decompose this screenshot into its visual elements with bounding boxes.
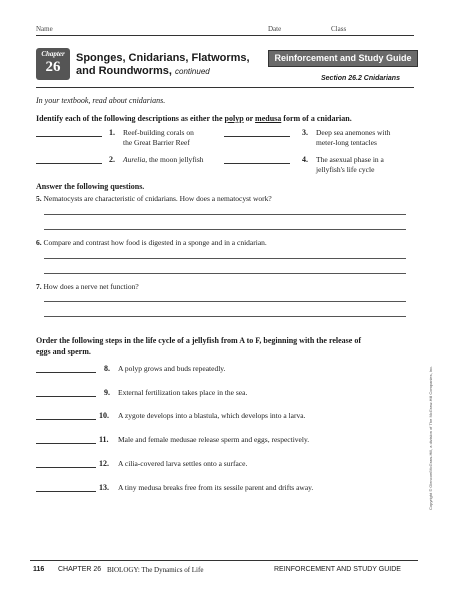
reinforcement-badge: Reinforcement and Study Guide	[268, 50, 418, 67]
footer-book-title: BIOLOGY: The Dynamics of Life	[107, 566, 204, 574]
order-item-12: A cilia-covered larva settles onto a surface.	[118, 459, 248, 468]
section-label: Section 26.2 Cnidarians	[321, 75, 400, 82]
title-continued: continued	[175, 67, 210, 76]
question-5-number: 5.	[36, 194, 42, 203]
medusa-word: medusa	[255, 114, 282, 123]
order-number-10: 10.	[99, 411, 109, 420]
order-number-11: 11.	[99, 435, 109, 444]
answer-blank-2[interactable]	[36, 163, 102, 164]
item-2-line1: , the moon jellyfish	[145, 155, 204, 164]
question-7-number: 7.	[36, 282, 42, 291]
item-number-1: 1.	[109, 128, 115, 137]
reading-instruction: In your textbook, read about cnidarians.	[36, 96, 166, 105]
item-1-line1: Reef-building corals on	[123, 128, 194, 137]
question-6	[36, 238, 267, 247]
part1-instr-b: form of a cnidarian.	[281, 114, 352, 123]
class-label: Class	[331, 25, 347, 33]
answer-line-5a[interactable]	[44, 214, 406, 215]
date-label: Date	[268, 25, 282, 33]
order-item-10: A zygote develops into a blastula, which develops into a larva.	[118, 411, 306, 420]
footer-rule	[30, 560, 418, 561]
item-3-text	[316, 128, 426, 147]
order-number-9: 9.	[104, 388, 110, 397]
aurelia-italic: Aurelia	[123, 155, 146, 164]
item-4-line2: jellyfish's life cycle	[316, 164, 375, 174]
item-number-2: 2.	[109, 155, 115, 164]
order-blank-11[interactable]	[36, 443, 96, 444]
header-rule	[36, 35, 414, 36]
order-number-12: 12.	[99, 459, 109, 468]
chapter-word: Chapter	[41, 50, 65, 58]
order-blank-9[interactable]	[36, 396, 96, 397]
item-3-line1: Deep sea anemones with	[316, 128, 391, 137]
title-line1: Sponges, Cnidarians, Flatworms,	[76, 52, 250, 64]
order-number-13: 13.	[99, 483, 109, 492]
item-1-line2: the Great Barrier Reef	[123, 137, 190, 147]
order-blank-8[interactable]	[36, 372, 96, 373]
order-number-8: 8.	[104, 364, 110, 373]
footer-chapter: CHAPTER 26	[58, 566, 102, 573]
title-line2: and Roundworms,	[76, 65, 172, 77]
item-number-3: 3.	[302, 128, 308, 137]
answer-line-6a[interactable]	[44, 258, 406, 259]
part1-or: or	[243, 114, 256, 123]
item-4-line1: The asexual phase in a	[316, 155, 384, 164]
footer-guide-title: REINFORCEMENT AND STUDY GUIDE	[274, 566, 401, 573]
order-item-9: External fertilization takes place in the sea.	[118, 388, 248, 397]
order-item-11: Male and female medusae release sperm and eggs, respectively.	[118, 435, 310, 444]
part3-instruction	[36, 335, 418, 357]
chapter-badge	[36, 48, 70, 80]
name-label: Name	[36, 25, 53, 33]
item-3-line2: meter-long tentacles	[316, 137, 377, 147]
answer-line-5b[interactable]	[44, 229, 406, 230]
question-6-number: 6.	[36, 238, 42, 247]
part1-instr-a: Identify each of the following descriptions as either the	[36, 114, 225, 123]
answer-line-6b[interactable]	[44, 273, 406, 274]
item-4-text	[316, 155, 426, 174]
page-title	[76, 52, 250, 78]
page-number: 116	[33, 566, 45, 573]
order-item-8: A polyp grows and buds repeatedly.	[118, 364, 226, 373]
question-6-text: Compare and contrast how food is digested in a sponge and in a cnidarian.	[43, 238, 267, 247]
part3-instr-line1: Order the following steps in the life cycle of a jellyfish from A to F, beginning with the release of	[36, 336, 362, 345]
part3-instr-line2: eggs and sperm.	[36, 347, 91, 356]
item-number-4: 4.	[302, 155, 308, 164]
order-item-13: A tiny medusa breaks free from its sessile parent and drifts away.	[118, 483, 314, 492]
answer-blank-1[interactable]	[36, 136, 102, 137]
part1-instruction	[36, 113, 416, 124]
question-5-text: Nematocysts are characteristic of cnidarians. How does a nematocyst work?	[43, 194, 272, 203]
answer-line-7a[interactable]	[44, 301, 406, 302]
answer-blank-3[interactable]	[224, 136, 290, 137]
question-7	[36, 282, 139, 291]
question-7-text: How does a nerve net function?	[43, 282, 139, 291]
title-rule	[36, 87, 414, 88]
answer-line-7b[interactable]	[44, 316, 406, 317]
chapter-number: 26	[45, 59, 61, 75]
order-blank-12[interactable]	[36, 467, 96, 468]
order-blank-13[interactable]	[36, 491, 96, 492]
item-1-text	[123, 128, 223, 147]
answer-blank-4[interactable]	[224, 163, 290, 164]
polyp-word: polyp	[224, 114, 244, 123]
copyright-notice: Copyright © Glencoe/McGraw-Hill, a division of The McGraw-Hill Companies, Inc.	[428, 365, 433, 510]
part2-instruction: Answer the following questions.	[36, 182, 145, 191]
question-5	[36, 194, 272, 203]
order-blank-10[interactable]	[36, 419, 96, 420]
item-2-text	[123, 155, 223, 165]
